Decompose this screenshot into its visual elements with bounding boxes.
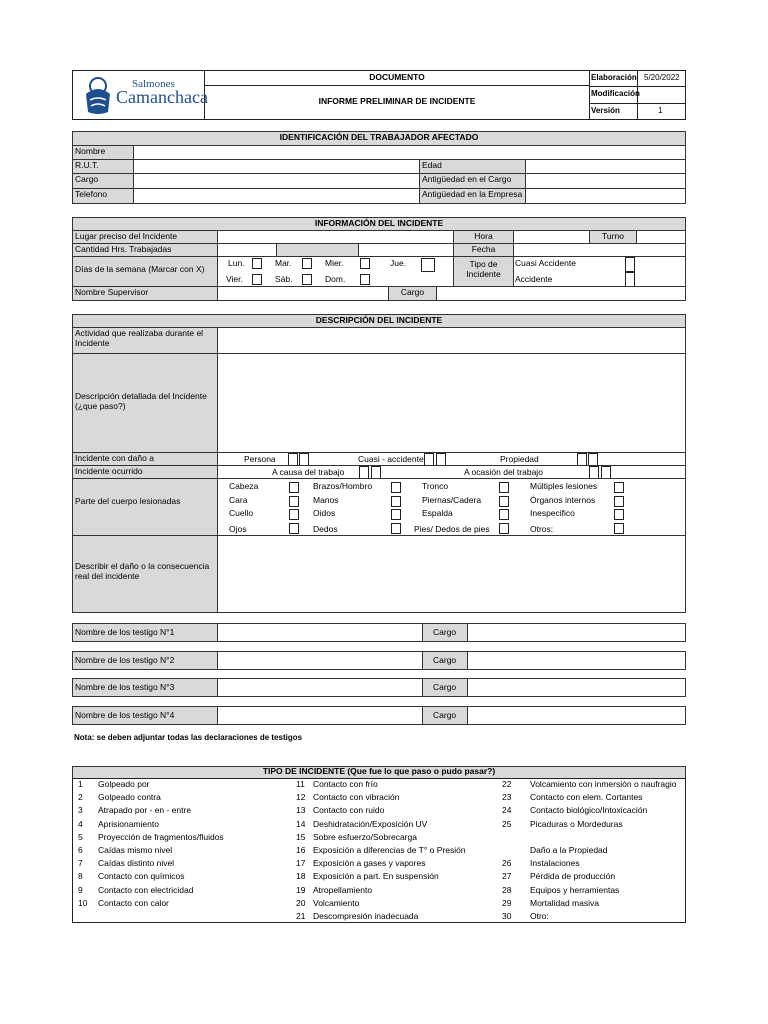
tipo-incidente-item: Atrapado por - en - entre bbox=[98, 805, 192, 816]
part-ojos: Ojos bbox=[229, 524, 247, 534]
tipo-incidente-item: Daño a la Propiedad bbox=[530, 845, 608, 855]
tipo-incidente-number: 17 bbox=[296, 858, 306, 869]
lugar-field[interactable] bbox=[217, 230, 454, 244]
tipo-incidente-item: Aprisionamiento bbox=[98, 818, 159, 829]
tipo-incidente-item: Equipos y herramientas bbox=[530, 884, 620, 895]
logo-text-bottom: Camanchaca bbox=[116, 87, 208, 107]
part-cara: Cara bbox=[229, 495, 248, 505]
tipo-incidente-item: Contacto con frío bbox=[313, 779, 378, 789]
elaboracion-label: Elaboración bbox=[591, 73, 637, 82]
witness-2-field[interactable] bbox=[217, 651, 423, 670]
antiguedad-empresa-field[interactable] bbox=[525, 188, 686, 204]
tipo-incidente-item: Golpeado contra bbox=[98, 792, 161, 803]
day-mier-label: Mier. bbox=[325, 258, 344, 268]
tipo-incidente-item: Atropellamiento bbox=[313, 884, 373, 895]
part-organos: Órganos internos bbox=[530, 495, 596, 505]
witness-2-cargo-field[interactable] bbox=[467, 651, 686, 670]
tipo-incidente-number: 27 bbox=[502, 871, 512, 882]
day-mier-checkbox[interactable] bbox=[360, 258, 370, 269]
elaboracion-value: 5/20/2022 bbox=[644, 73, 680, 82]
tipo-incidente-number: 13 bbox=[296, 805, 306, 816]
fecha-label: Fecha bbox=[453, 243, 514, 257]
tipo-incidente-title: TIPO DE INCIDENTE (Que fue lo que paso o pudo pasar?) bbox=[72, 766, 686, 779]
tipo-label: Tipo de Incidente bbox=[453, 256, 514, 287]
witness-3-cargo-label: Cargo bbox=[422, 678, 468, 697]
day-mar-checkbox[interactable] bbox=[302, 258, 312, 269]
tipo-incidente-number: 7 bbox=[78, 858, 83, 869]
tipo-incidente-item: Exposición a diferencias de T° o Presión bbox=[313, 845, 466, 855]
part-dedos: Dedos bbox=[313, 524, 338, 534]
part-multiples: Múltiples lesiones bbox=[530, 481, 598, 491]
antiguedad-cargo-field[interactable] bbox=[525, 173, 686, 189]
part-manos-checkbox[interactable] bbox=[391, 496, 401, 507]
cargo-label: Cargo bbox=[72, 173, 134, 189]
incident-info-title: INFORMACIÓN DEL INCIDENTE bbox=[72, 217, 686, 231]
antiguedad-cargo-label: Antigüedad en el Cargo bbox=[419, 173, 526, 189]
tipo-incidente-item: Contacto biológico/Intoxicación bbox=[530, 805, 648, 816]
day-jue-label: Jue. bbox=[390, 258, 407, 268]
rut-label: R.U.T. bbox=[72, 159, 134, 174]
tipo-incidente-number: 29 bbox=[502, 897, 512, 908]
tipo-incidente-number: 15 bbox=[296, 831, 306, 842]
tipo-incidente-number: 16 bbox=[296, 845, 306, 855]
tipo-incidente-item: Pérdida de producción bbox=[530, 871, 616, 882]
tipo-incidente-number: 26 bbox=[502, 858, 512, 869]
part-cabeza-checkbox[interactable] bbox=[289, 482, 299, 493]
part-otros-checkbox[interactable] bbox=[614, 523, 624, 534]
tipo-incidente-item: Volcamiento con inmersión o naufragio bbox=[530, 779, 677, 789]
witness-3-field[interactable] bbox=[217, 678, 423, 697]
witness-3-label: Nombre de los testigo N°3 bbox=[72, 678, 218, 697]
tipo-incidente-number: 3 bbox=[78, 805, 83, 816]
tipo-incidente-item: Sobre esfuerzo/Sobrecarga bbox=[313, 831, 417, 842]
tipo-incidente-number: 22 bbox=[502, 779, 512, 789]
tipo-incidente-number: 21 bbox=[296, 911, 306, 921]
cuasi-accidente-label: Cuasi Accidente bbox=[515, 258, 576, 268]
witness-4-cargo-field[interactable] bbox=[467, 706, 686, 725]
tipo-incidente-number: 23 bbox=[502, 792, 512, 803]
description-title: DESCRIPCIÓN DEL INCIDENTE bbox=[72, 314, 686, 328]
telefono-label: Telefono bbox=[72, 188, 134, 204]
tipo-incidente-item: Volcamiento bbox=[313, 897, 360, 908]
horas-field-a[interactable] bbox=[217, 243, 277, 257]
detallada-field[interactable] bbox=[217, 353, 686, 453]
tipo-incidente-item: Deshidratación/Exposición UV bbox=[313, 818, 428, 829]
tipo-incidente-item: Caídas mismo nivel bbox=[98, 845, 173, 855]
witness-1-cargo-field[interactable] bbox=[467, 623, 686, 642]
accidente-label: Accidente bbox=[515, 274, 553, 284]
actividad-label: Actividad que realizaba durante el Incidente bbox=[72, 327, 218, 354]
part-pies-checkbox[interactable] bbox=[499, 523, 509, 534]
horas-field-b bbox=[276, 243, 359, 257]
tipo-incidente-item: Contacto con elem. Cortantes bbox=[530, 792, 643, 803]
tipo-incidente-item: Proyección de fragmentos/fluidos bbox=[98, 831, 224, 842]
day-sab-label: Sáb. bbox=[275, 274, 293, 284]
witness-4-field[interactable] bbox=[217, 706, 423, 725]
hora-label: Hora bbox=[453, 230, 514, 244]
horas-label: Cantidad Hrs. Trabajadas bbox=[72, 243, 218, 257]
fecha-field[interactable] bbox=[513, 243, 686, 257]
dias-label: Días de la semana (Marcar con X) bbox=[72, 256, 218, 287]
tipo-incidente-number: 1 bbox=[78, 779, 83, 789]
a-causa-label: A causa del trabajo bbox=[272, 467, 345, 477]
logo-text-top: Salmones bbox=[132, 78, 175, 90]
ocurrido-label: Incidente ocurrido bbox=[72, 465, 218, 479]
consecuencia-field[interactable] bbox=[217, 535, 686, 613]
cargo-field[interactable] bbox=[133, 173, 420, 189]
turno-label: Turno bbox=[589, 230, 637, 244]
day-vier-checkbox[interactable] bbox=[252, 274, 262, 285]
part-oidos-checkbox[interactable] bbox=[391, 509, 401, 520]
tipo-incidente-number: 20 bbox=[296, 897, 306, 908]
tipo-incidente-number: 5 bbox=[78, 831, 83, 842]
tipo-incidente-item: Otro: bbox=[530, 911, 549, 921]
part-inespecifico: Inespecifico bbox=[530, 508, 575, 518]
part-cara-checkbox[interactable] bbox=[289, 496, 299, 507]
part-brazos-checkbox[interactable] bbox=[391, 482, 401, 493]
supervisor-label: Nombre Supervisor bbox=[72, 286, 218, 301]
part-otros: Otros: bbox=[530, 524, 554, 534]
detallada-label: Descripción detallada del Incidente (¿que paso?) bbox=[72, 353, 218, 453]
witness-3-cargo-field[interactable] bbox=[467, 678, 686, 697]
day-vier-label: Vier. bbox=[226, 274, 243, 284]
accidente-checkbox[interactable] bbox=[625, 272, 635, 287]
witness-2-label: Nombre de los testigo N°2 bbox=[72, 651, 218, 670]
tipo-incidente-number: 6 bbox=[78, 845, 83, 855]
day-dom-label: Dom. bbox=[325, 274, 346, 284]
supervisor-cargo-label: Cargo bbox=[388, 286, 437, 301]
part-espalda-checkbox[interactable] bbox=[499, 509, 509, 520]
part-piernas: Piernas/Cadera bbox=[422, 495, 482, 505]
propiedad-label: Propiedad bbox=[500, 454, 539, 464]
witness-4-label: Nombre de los testigo N°4 bbox=[72, 706, 218, 725]
tipo-incidente-item: Caídas distinto nivel bbox=[98, 858, 175, 869]
tipo-incidente-item: Mortalidad masiva bbox=[530, 897, 599, 908]
tipo-incidente-number: 4 bbox=[78, 818, 83, 829]
turno-field[interactable] bbox=[636, 230, 686, 244]
actividad-field[interactable] bbox=[217, 327, 686, 354]
tipo-incidente-number: 2 bbox=[78, 792, 83, 803]
cuasi-accidente-dano-label: Cuasi - accidente bbox=[358, 454, 424, 464]
day-dom-checkbox[interactable] bbox=[360, 274, 370, 285]
part-pies: Pies/ Dedos de pies bbox=[414, 524, 490, 534]
supervisor-cargo-field[interactable] bbox=[436, 286, 686, 301]
version-label: Versión bbox=[591, 106, 620, 115]
parte-cuerpo-label: Parte del cuerpo lesionadas bbox=[72, 478, 218, 536]
tipo-incidente-number: 28 bbox=[502, 884, 512, 895]
day-sab-checkbox[interactable] bbox=[302, 274, 312, 285]
part-espalda: Espalda bbox=[422, 508, 453, 518]
part-oidos: Oidos bbox=[313, 508, 336, 518]
doc-title: INFORME PRELIMINAR DE INCIDENTE bbox=[318, 96, 476, 106]
modificacion-label: Modificación bbox=[591, 89, 640, 98]
tipo-incidente-number: 9 bbox=[78, 884, 83, 895]
worker-section-title: IDENTIFICACIÓN DEL TRABAJADOR AFECTADO bbox=[72, 131, 686, 146]
tipo-incidente-item: Instalaciones bbox=[530, 858, 580, 869]
nombre-label: Nombre bbox=[72, 145, 134, 160]
telefono-field[interactable] bbox=[133, 188, 420, 204]
part-tronco: Tronco bbox=[422, 481, 449, 491]
part-multiples-checkbox[interactable] bbox=[614, 482, 624, 493]
version-value: 1 bbox=[658, 106, 663, 115]
part-brazos: Brazos/Hombro bbox=[313, 481, 373, 491]
hora-field[interactable] bbox=[513, 230, 590, 244]
tipo-incidente-number: 10 bbox=[78, 897, 88, 908]
day-jue-checkbox[interactable] bbox=[421, 258, 435, 272]
tipo-incidente-item: Descompresión inadecuada bbox=[313, 911, 419, 921]
part-cabeza: Cabeza bbox=[229, 481, 259, 491]
edad-field[interactable] bbox=[525, 159, 686, 174]
part-piernas-checkbox[interactable] bbox=[499, 496, 509, 507]
witness-1-label: Nombre de los testigo N°1 bbox=[72, 623, 218, 642]
part-tronco-checkbox[interactable] bbox=[499, 482, 509, 493]
tipo-incidente-number: 30 bbox=[502, 911, 512, 921]
antiguedad-empresa-label: Antigüedad en la Empresa bbox=[419, 188, 526, 204]
part-ojos-checkbox[interactable] bbox=[289, 523, 299, 534]
part-cuello: Cuello bbox=[229, 508, 254, 518]
tipo-incidente-item: Exposición a part. En suspensión bbox=[313, 871, 439, 882]
part-organos-checkbox[interactable] bbox=[614, 496, 624, 507]
tipo-incidente-number: 25 bbox=[502, 818, 512, 829]
part-cuello-checkbox[interactable] bbox=[289, 509, 299, 520]
day-mar-label: Mar. bbox=[275, 258, 292, 268]
dano-a-label: Incidente con daño a bbox=[72, 452, 218, 466]
part-dedos-checkbox[interactable] bbox=[391, 523, 401, 534]
edad-label: Edad bbox=[419, 159, 526, 174]
logo bbox=[72, 70, 208, 120]
tipo-incidente-item: Picaduras o Mordeduras bbox=[530, 818, 623, 829]
witness-2-cargo-label: Cargo bbox=[422, 651, 468, 670]
tipo-incidente-number: 14 bbox=[296, 818, 306, 829]
part-manos: Manos bbox=[313, 495, 339, 505]
horas-field-c[interactable] bbox=[358, 243, 454, 257]
part-inespecifico-checkbox[interactable] bbox=[614, 509, 624, 520]
tipo-incidente-item: Contacto con ruido bbox=[313, 805, 385, 816]
tipo-incidente-item: Golpeado por bbox=[98, 779, 150, 789]
witness-1-cargo-label: Cargo bbox=[422, 623, 468, 642]
rut-field[interactable] bbox=[133, 159, 420, 174]
lugar-label: Lugar preciso del Incidente bbox=[72, 230, 218, 244]
tipo-incidente-item: Contacto con químicos bbox=[98, 871, 185, 882]
tipo-incidente-number: 8 bbox=[78, 871, 83, 882]
day-lun-label: Lun. bbox=[228, 258, 245, 268]
logo-emblem-icon bbox=[80, 74, 116, 116]
day-lun-checkbox[interactable] bbox=[252, 258, 262, 269]
doc-label: DOCUMENTO bbox=[205, 70, 589, 86]
tipo-incidente-number: 18 bbox=[296, 871, 306, 882]
tipo-incidente-number: 12 bbox=[296, 792, 306, 803]
tipo-incidente-number: 11 bbox=[296, 779, 305, 789]
witness-4-cargo-label: Cargo bbox=[422, 706, 468, 725]
a-ocasion-label: A ocasión del trabajo bbox=[464, 467, 543, 477]
witness-note: Nota: se deben adjuntar todas las declaraciones de testigos bbox=[74, 733, 303, 742]
tipo-incidente-item: Contacto con electricidad bbox=[98, 884, 194, 895]
tipo-incidente-number: 24 bbox=[502, 805, 512, 816]
nombre-field[interactable] bbox=[133, 145, 686, 160]
tipo-incidente-number: 19 bbox=[296, 884, 306, 895]
tipo-incidente-item: Contacto con calor bbox=[98, 897, 169, 908]
cuasi-accidente-checkbox[interactable] bbox=[625, 257, 635, 272]
consecuencia-label: Describir el daño o la consecuencia real del incidente bbox=[72, 535, 218, 613]
tipo-incidente-item: Exposición a gases y vapores bbox=[313, 858, 426, 869]
tipo-incidente-item: Contacto con vibración bbox=[313, 792, 400, 803]
supervisor-field[interactable] bbox=[217, 286, 389, 301]
persona-label: Persona bbox=[244, 454, 276, 464]
witness-1-field[interactable] bbox=[217, 623, 423, 642]
